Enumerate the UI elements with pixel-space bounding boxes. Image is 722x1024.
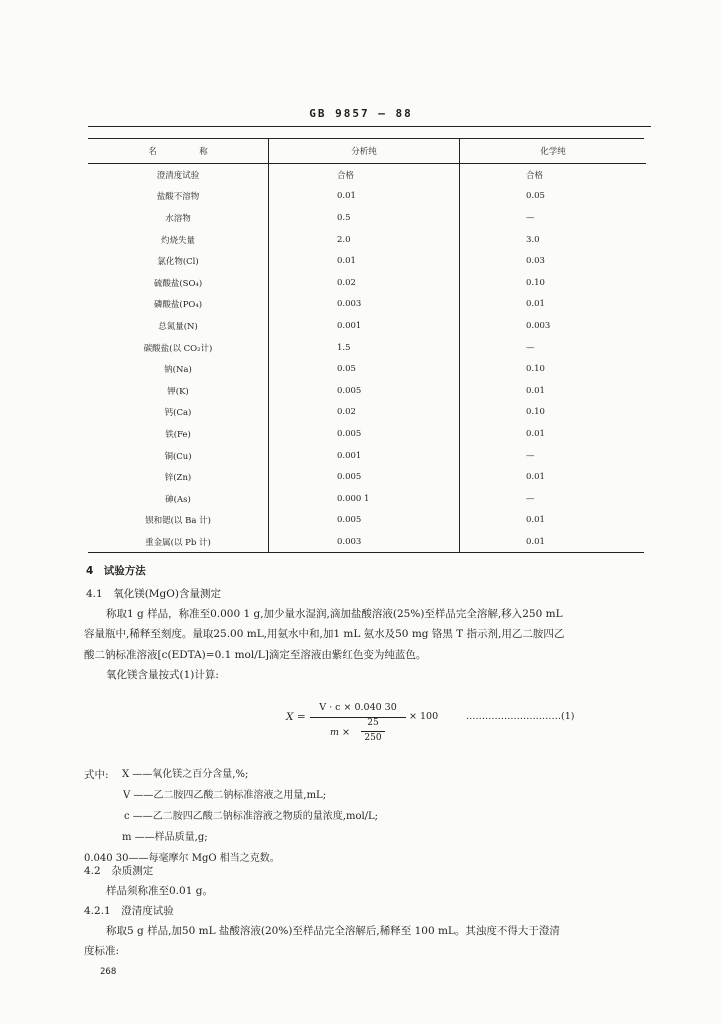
header-analytical: 分析纯	[269, 138, 460, 164]
table-cell: 0.03	[526, 256, 545, 267]
page-number: 268	[100, 967, 117, 977]
table-body	[88, 164, 646, 553]
table-cell: 0.02	[269, 402, 460, 424]
paragraph-line: 容量瓶中,稀释至刻度。量取25.00 mL,用氨水中和,加1 mL 氨水及50 mg 铬黑 T 指示剂,用乙二胺四乙	[84, 628, 565, 640]
definition-line: c ——乙二胺四乙酸二钠标准溶液之物质的量浓度,mol/L;	[124, 811, 379, 822]
where-label: 式中:	[84, 769, 109, 781]
paragraph-line: 度标准:	[84, 945, 120, 957]
table-cell: 0.005	[269, 466, 460, 488]
table-row	[88, 466, 646, 488]
definition-line: X ——氧化镁之百分含量,%;	[122, 769, 249, 780]
table-cell: 0.001	[269, 445, 460, 467]
table-cell: 0.001	[269, 315, 460, 337]
table-cell: 澄清度试验	[88, 164, 269, 186]
table-cell: 0.005	[269, 380, 460, 402]
table-cell: 硫酸盐(SO₄)	[88, 272, 269, 294]
table-cell: 铁(Fe)	[88, 423, 269, 445]
definition-line: 0.040 30——每毫摩尔 MgO 相当之克数。	[84, 853, 280, 864]
table-row	[88, 402, 646, 424]
table-row	[88, 229, 646, 251]
table-cell: —	[526, 342, 535, 353]
table-cell: 锌(Zn)	[88, 466, 269, 488]
formula-inner-denominator: 250	[364, 733, 382, 743]
table-cell: 砷(As)	[88, 488, 269, 510]
table-cell: 0.01	[526, 515, 545, 526]
table-row	[88, 164, 646, 186]
table-cell: 3.0	[526, 234, 540, 245]
table-cell: 0.05	[269, 358, 460, 380]
table-cell: —	[526, 493, 535, 504]
paragraph-line: 氧化镁含量按式(1)计算:	[106, 669, 219, 681]
paragraph-line: 称取1 g 样品，称准至0.000 1 g,加少量水湿润,滴加盐酸溶液(25%)至样品完全溶解,移入250 mL	[106, 608, 563, 620]
section-4-title: 4 试验方法	[86, 565, 146, 577]
table-row	[88, 488, 646, 510]
table-cell: 0.10	[526, 364, 545, 375]
formula-numerator: V · c × 0.040 30	[319, 702, 397, 713]
table-cell: 1.5	[269, 337, 460, 359]
table-cell: 合格	[526, 170, 544, 181]
table-row	[88, 531, 646, 553]
table-row	[88, 445, 646, 467]
section-4-1-title: 4.1 氧化镁(MgO)含量测定	[86, 588, 221, 600]
table-cell: 水溶物	[88, 207, 269, 229]
table-cell: 0.01	[269, 250, 460, 272]
table-cell: 0.005	[269, 423, 460, 445]
table-row	[88, 337, 646, 359]
table-cell: 0.5	[269, 207, 460, 229]
table-cell: 0.01	[526, 299, 545, 310]
table-cell: 0.05	[526, 191, 545, 202]
table-cell: 总氮量(N)	[88, 315, 269, 337]
section-4-2-1-title: 4.2.1 澄清度试验	[84, 905, 174, 917]
formula-tail: × 100	[409, 711, 439, 722]
formula-fraction-bar	[310, 717, 406, 718]
table-bottom-rule	[88, 552, 644, 553]
section-4-2-title: 4.2 杂质测定	[84, 865, 154, 877]
table-cell: 氯化物(Cl)	[88, 250, 269, 272]
table-row	[88, 380, 646, 402]
table-cell: 0.01	[269, 186, 460, 208]
table-cell: 0.01	[526, 536, 545, 547]
table-cell: 0.003	[269, 531, 460, 553]
table-cell: 磷酸盐(PO₄)	[88, 294, 269, 316]
header-rule	[88, 126, 651, 127]
table-cell: 钡和锶(以 Ba 计)	[88, 510, 269, 532]
paragraph-line: 样品须称准至0.01 g。	[106, 885, 213, 897]
table-cell: 合格	[269, 164, 460, 186]
definition-line: m ——样品质量,g;	[122, 832, 208, 843]
table-row	[88, 358, 646, 380]
table-row	[88, 423, 646, 445]
formula-lhs: X =	[286, 711, 306, 723]
header-chemical: 化学纯	[460, 138, 647, 164]
spec-table	[88, 138, 646, 553]
table-cell: 0.003	[526, 320, 551, 331]
table-cell: 0.01	[526, 385, 545, 396]
formula-inner-numerator: 25	[367, 718, 379, 728]
table-cell: 铜(Cu)	[88, 445, 269, 467]
table-row	[88, 207, 646, 229]
table-row	[88, 250, 646, 272]
formula-inner-bar	[361, 731, 385, 732]
table-row	[88, 272, 646, 294]
table-cell: 盐酸不溶物	[88, 186, 269, 208]
formula-1	[0, 700, 722, 748]
table-cell: —	[526, 450, 535, 461]
table-header-row	[88, 138, 646, 164]
table-row	[88, 510, 646, 532]
formula-denominator-prefix: m ×	[330, 727, 350, 738]
header-name: 名 称	[88, 138, 269, 164]
table-row	[88, 186, 646, 208]
table-cell: 0.003	[269, 294, 460, 316]
table-cell: 0.01	[526, 428, 545, 439]
table-cell: 钾(K)	[88, 380, 269, 402]
table-cell: 灼烧失量	[88, 229, 269, 251]
formula-equation-number: …………………………(1)	[466, 711, 575, 722]
table-cell: 钠(Na)	[88, 358, 269, 380]
table-cell: 0.005	[269, 510, 460, 532]
paragraph-line: 称取5 g 样品,加50 mL 盐酸溶液(20%)至样品完全溶解后,稀释至 100 mL。其浊度不得大于澄清	[106, 925, 560, 937]
table-cell: 碳酸盐(以 CO₂计)	[88, 337, 269, 359]
table-cell: 2.0	[269, 229, 460, 251]
table-cell: 重金属(以 Pb 计)	[88, 531, 269, 553]
table-cell: 0.01	[526, 472, 545, 483]
table-row	[88, 315, 646, 337]
table-cell: —	[526, 212, 535, 223]
table-cell: 0.10	[526, 277, 545, 288]
table-cell: 0.02	[269, 272, 460, 294]
document-code: GB 9857 — 88	[309, 107, 413, 120]
table-cell: 钙(Ca)	[88, 402, 269, 424]
definition-line: V ——乙二胺四乙酸二钠标准溶液之用量,mL;	[123, 790, 327, 801]
table-cell: 0.10	[526, 407, 545, 418]
table-cell: 0.000 1	[269, 488, 460, 510]
table-top-rule	[88, 138, 644, 139]
paragraph-line: 酸二钠标准溶液[c(EDTA)=0.1 mol/L]滴定至溶液由紫红色变为纯蓝色。	[84, 649, 427, 661]
table-row	[88, 294, 646, 316]
